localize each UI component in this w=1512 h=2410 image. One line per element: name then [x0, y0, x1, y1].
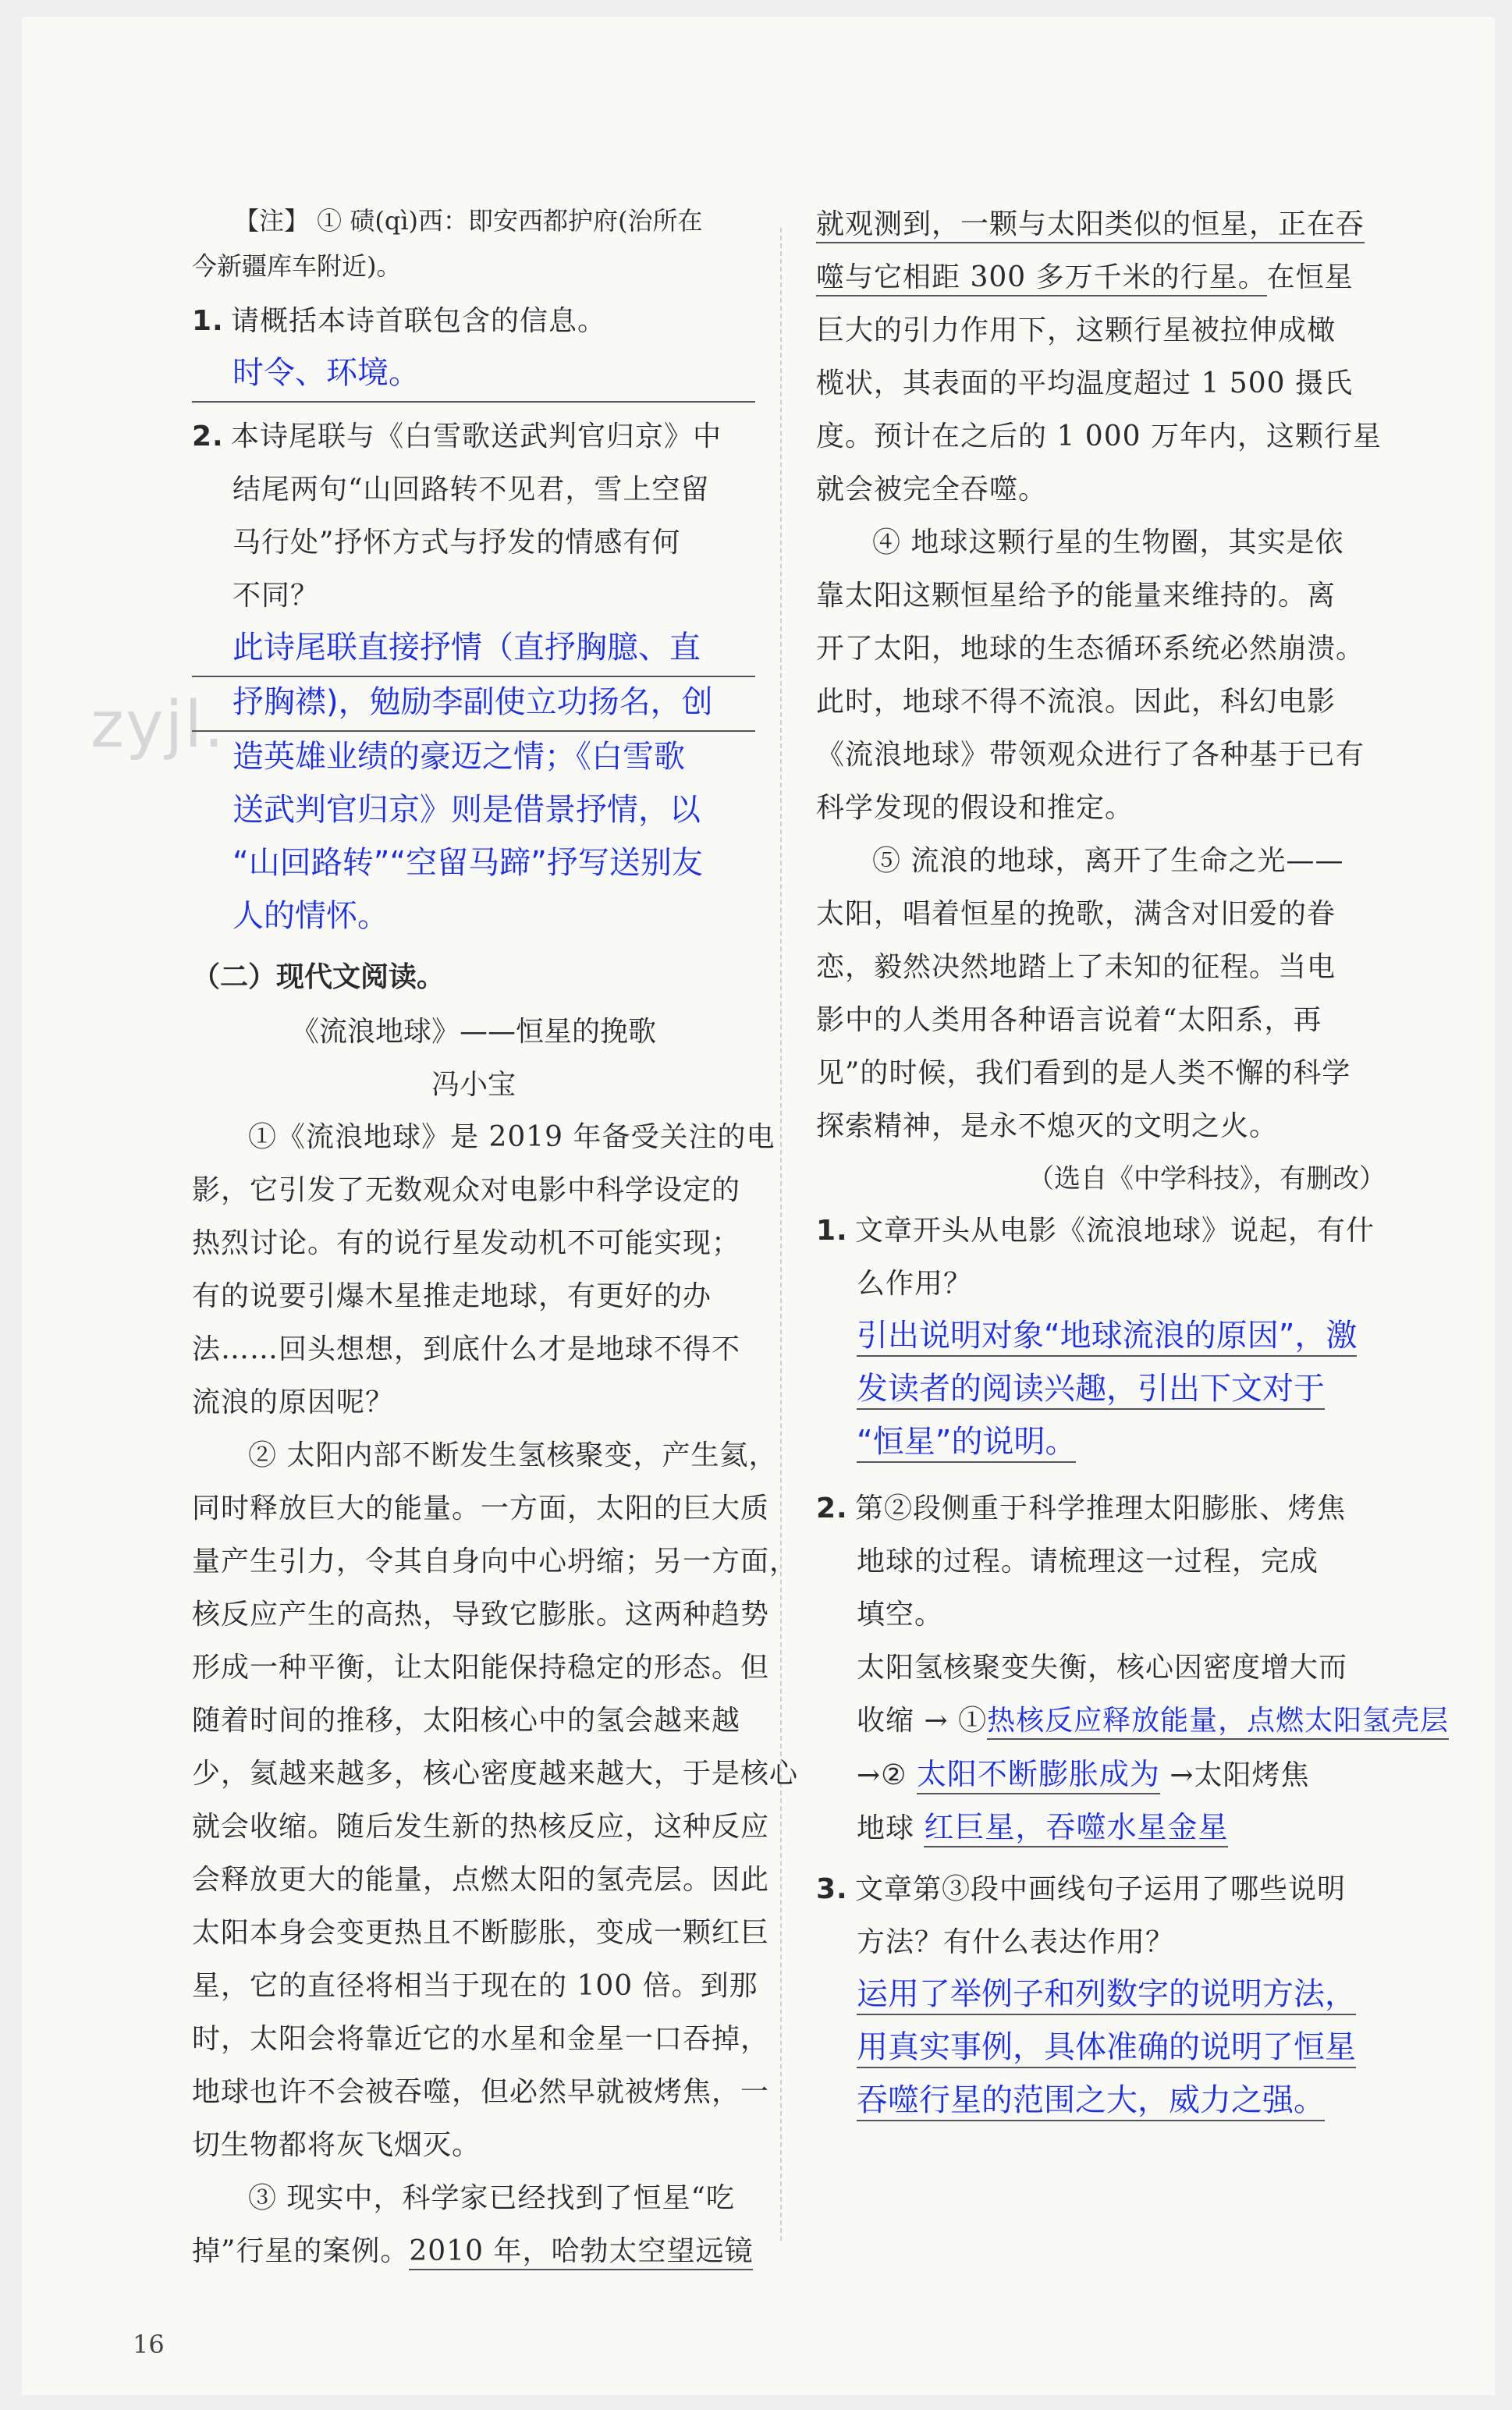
- arrow-icon: →: [1169, 1759, 1194, 1791]
- fill-blank-2-cont: 红巨星，吞噬水星金星: [924, 1810, 1228, 1847]
- fill-blank-2: 太阳不断膨胀成为: [917, 1757, 1160, 1794]
- question-text: 第②段侧重于科学推理太阳膨胀、烤焦: [855, 1492, 1347, 1524]
- paragraph-line: 量产生引力，令其自身向中心坍缩；另一方面，: [192, 1546, 799, 1578]
- question-text: 地球的过程。请梳理这一过程，完成: [857, 1546, 1319, 1578]
- paragraph-line: 有的说要引爆木星推走地球，有更好的办: [192, 1280, 712, 1312]
- question-text: 请概括本诗首联包含的信息。: [231, 305, 607, 337]
- answer-line: 此诗尾联直接抒情（直抒胸臆、直: [192, 623, 755, 677]
- paragraph-line: 此时，地球不得不流浪。因此，科幻电影: [816, 686, 1336, 718]
- answer-line: 造英雄业绩的豪迈之情；《白雪歌: [232, 739, 685, 775]
- article-author: 冯小宝: [431, 1069, 516, 1101]
- paragraph-text: 掉”行星的案例。: [192, 2235, 410, 2267]
- paragraph-line: 太阳本身会变更热且不断膨胀，变成一颗红巨: [192, 1917, 770, 1949]
- paragraph-line: 巨大的引力作用下，这颗行星被拉伸成橄: [816, 314, 1336, 346]
- paragraph-line: 靠太阳这颗恒星给予的能量来维持的。离: [816, 580, 1336, 612]
- flow-step-2: [816, 1748, 1386, 1801]
- paragraph-line: 流浪的原因呢？: [192, 1386, 395, 1418]
- underlined-text: 噬与它相距 300 多万千米的行星。: [816, 261, 1267, 296]
- paragraph-line: [816, 198, 1386, 251]
- paragraph-line: 切生物都将灰飞烟灭。: [192, 2129, 481, 2161]
- column-divider: [780, 228, 782, 2241]
- paragraph-line: 就会被完全吞噬。: [816, 474, 1048, 506]
- paragraph-line: ⑤ 流浪的地球，离开了生命之光——: [872, 845, 1344, 877]
- question-text: 么作用？: [857, 1268, 973, 1300]
- paragraph-line: 影中的人类用各种语言说着“太阳系，再: [816, 1004, 1322, 1036]
- question-1: [192, 295, 755, 348]
- article-source: （选自《中学科技》，有删改）: [1028, 1163, 1386, 1194]
- paragraph-line: ③ 现实中，科学家已经找到了恒星“吃: [248, 2182, 735, 2214]
- paragraph-line: 影，它引发了无数观众对电影中科学设定的: [192, 1174, 741, 1206]
- question-text: 不同？: [232, 580, 320, 612]
- flow-end: 太阳烤焦: [1194, 1759, 1310, 1791]
- question-2: [816, 1482, 1386, 1535]
- paragraph-line: 形成一种平衡，让太阳能保持稳定的形态。但: [192, 1652, 770, 1684]
- arrow-icon: →: [857, 1759, 882, 1791]
- question-text: 文章第③段中画线句子运用了哪些说明: [855, 1873, 1347, 1905]
- question-number: 1.: [816, 1215, 848, 1247]
- paragraph-line: [192, 2225, 755, 2278]
- paragraph-line: 度。预计在之后的 1 000 万年内，这颗行星: [816, 421, 1382, 453]
- paragraph-line: 时，太阳会将靠近它的水星和金星一口吞掉，: [192, 2023, 770, 2055]
- answer-text: 吞噬行星的范围之大，威力之强。: [857, 2082, 1325, 2121]
- page: [22, 17, 1495, 2395]
- blank-marker: ①: [958, 1705, 988, 1737]
- paragraph-line: 开了太阳，地球的生态循环系统必然崩溃。: [816, 633, 1365, 665]
- paragraph-line: 榄状，其表面的平均温度超过 1 500 摄氏: [816, 367, 1353, 399]
- paragraph-line: 就会收缩。随后发生新的热核反应，这种反应: [192, 1811, 770, 1843]
- answer-line: [816, 1364, 1386, 1417]
- answer-line: “山回路转”“空留马蹄”抒写送别友: [232, 845, 703, 881]
- question-text: 本诗尾联与《白雪歌送武判官归京》中: [231, 421, 722, 453]
- paragraph-line: 星，它的直径将相当于现在的 100 倍。到那: [192, 1970, 758, 2002]
- question-number: 1.: [192, 305, 224, 337]
- flow-step-2-cont: [816, 1801, 1386, 1854]
- answer-text: 用真实事例，具体准确的说明了恒星: [857, 2029, 1356, 2068]
- paragraph-line: 会释放更大的能量，点燃太阳的氢壳层。因此: [192, 1864, 770, 1896]
- question-1: [816, 1205, 1386, 1258]
- question-text: 方法？有什么表达作用？: [857, 1926, 1175, 1958]
- question-3: [816, 1863, 1386, 1916]
- paragraph-line: ①《流浪地球》是 2019 年备受关注的电: [248, 1121, 776, 1153]
- section-heading: （二）现代文阅读。: [192, 961, 445, 993]
- paragraph-line: 恋，毅然决然地踏上了未知的征程。当电: [816, 951, 1336, 983]
- paragraph-line: 热烈讨论。有的说行星发动机不可能实现；: [192, 1227, 741, 1259]
- left-column: [192, 198, 799, 2278]
- flow-label: 收缩: [857, 1705, 915, 1737]
- question-text: 文章开头从电影《流浪地球》说起，有什: [855, 1215, 1375, 1247]
- answer-line: 人的情怀。: [232, 898, 389, 934]
- paragraph-line: 少，氦越来越多，核心密度越来越大，于是核心: [192, 1758, 799, 1790]
- arrow-icon: →: [924, 1705, 949, 1737]
- flow-intro: 太阳氢核聚变失衡，核心因密度增大而: [857, 1652, 1348, 1684]
- answer-text: 发读者的阅读兴趣，引出下文对于: [857, 1371, 1325, 1410]
- question-text: 结尾两句“山回路转不见君，雪上空留: [232, 474, 710, 506]
- question-text: 马行处”抒怀方式与抒发的情感有何: [232, 527, 681, 559]
- answer-line: 时令、环境。: [192, 348, 755, 403]
- note-line: 【注】 ① 碛(qì)西：即安西都护府(治所在: [234, 206, 703, 236]
- underlined-text: 2010 年，哈勃太空望远镜: [409, 2235, 753, 2270]
- answer-line: [816, 2022, 1386, 2075]
- underlined-text: 就观测到，一颗与太阳类似的恒星，正在吞: [816, 208, 1365, 243]
- answer-line: [816, 1417, 1386, 1470]
- paragraph-line: 核反应产生的高热，导致它膨胀。这两种趋势: [192, 1599, 770, 1631]
- paragraph-line: 同时释放巨大的能量。一方面，太阳的巨大质: [192, 1492, 770, 1524]
- question-number: 2.: [816, 1492, 848, 1524]
- question-2: [192, 410, 755, 463]
- answer-line: [816, 1311, 1386, 1364]
- question-number: 2.: [192, 421, 224, 453]
- paragraph-line: ② 太阳内部不断发生氢核聚变，产生氦，: [248, 1439, 778, 1471]
- article-title: 《流浪地球》——恒星的挽歌: [290, 1016, 656, 1048]
- paragraph-line: 地球也许不会被吞噬，但必然早就被烤焦，一: [192, 2076, 770, 2108]
- paragraph-line: ④ 地球这颗行星的生物圈，其实是依: [872, 527, 1344, 559]
- answer-line: [816, 2075, 1386, 2128]
- blank-marker: ②: [881, 1759, 907, 1791]
- question-text: 填空。: [857, 1599, 944, 1631]
- fill-blank-1: 热核反应释放能量，点燃太阳氢壳层: [987, 1705, 1449, 1740]
- paragraph-line: 太阳，唱着恒星的挽歌，满含对旧爱的眷: [816, 898, 1336, 930]
- answer-line: 送武判官归京》则是借景抒情，以: [232, 792, 701, 828]
- answer-text: 运用了举例子和列数字的说明方法，: [857, 1976, 1356, 2015]
- question-number: 3.: [816, 1873, 848, 1905]
- paragraph-line: [816, 251, 1386, 304]
- answer-line: [816, 1969, 1386, 2022]
- right-column: [816, 198, 1450, 2128]
- paragraph-line: 科学发现的假设和推定。: [816, 792, 1134, 824]
- paragraph-line: 随着时间的推移，太阳核心中的氢会越来越: [192, 1705, 741, 1737]
- page-number: 16: [133, 2330, 165, 2359]
- watermark: zyjl.: [91, 688, 226, 762]
- flow-step-1: [816, 1695, 1450, 1748]
- answer-text: “恒星”的说明。: [857, 1424, 1076, 1463]
- paragraph-text: 在恒星: [1266, 261, 1354, 293]
- answer-text: 引出说明对象“地球流浪的原因”，激: [857, 1318, 1357, 1357]
- paragraph-line: 见”的时候，我们看到的是人类不懈的科学: [816, 1057, 1351, 1089]
- flow-end: 地球: [857, 1812, 915, 1844]
- paragraph-line: 《流浪地球》带领观众进行了各种基于已有: [816, 739, 1365, 771]
- paragraph-line: 法……回头想想，到底什么才是地球不得不: [192, 1333, 741, 1365]
- answer-line: 抒胸襟)，勉励李副使立功扬名，创: [192, 677, 755, 732]
- note-line: 今新疆库车附近)。: [192, 251, 402, 281]
- paragraph-line: 探索精神，是永不熄灭的文明之火。: [816, 1110, 1279, 1142]
